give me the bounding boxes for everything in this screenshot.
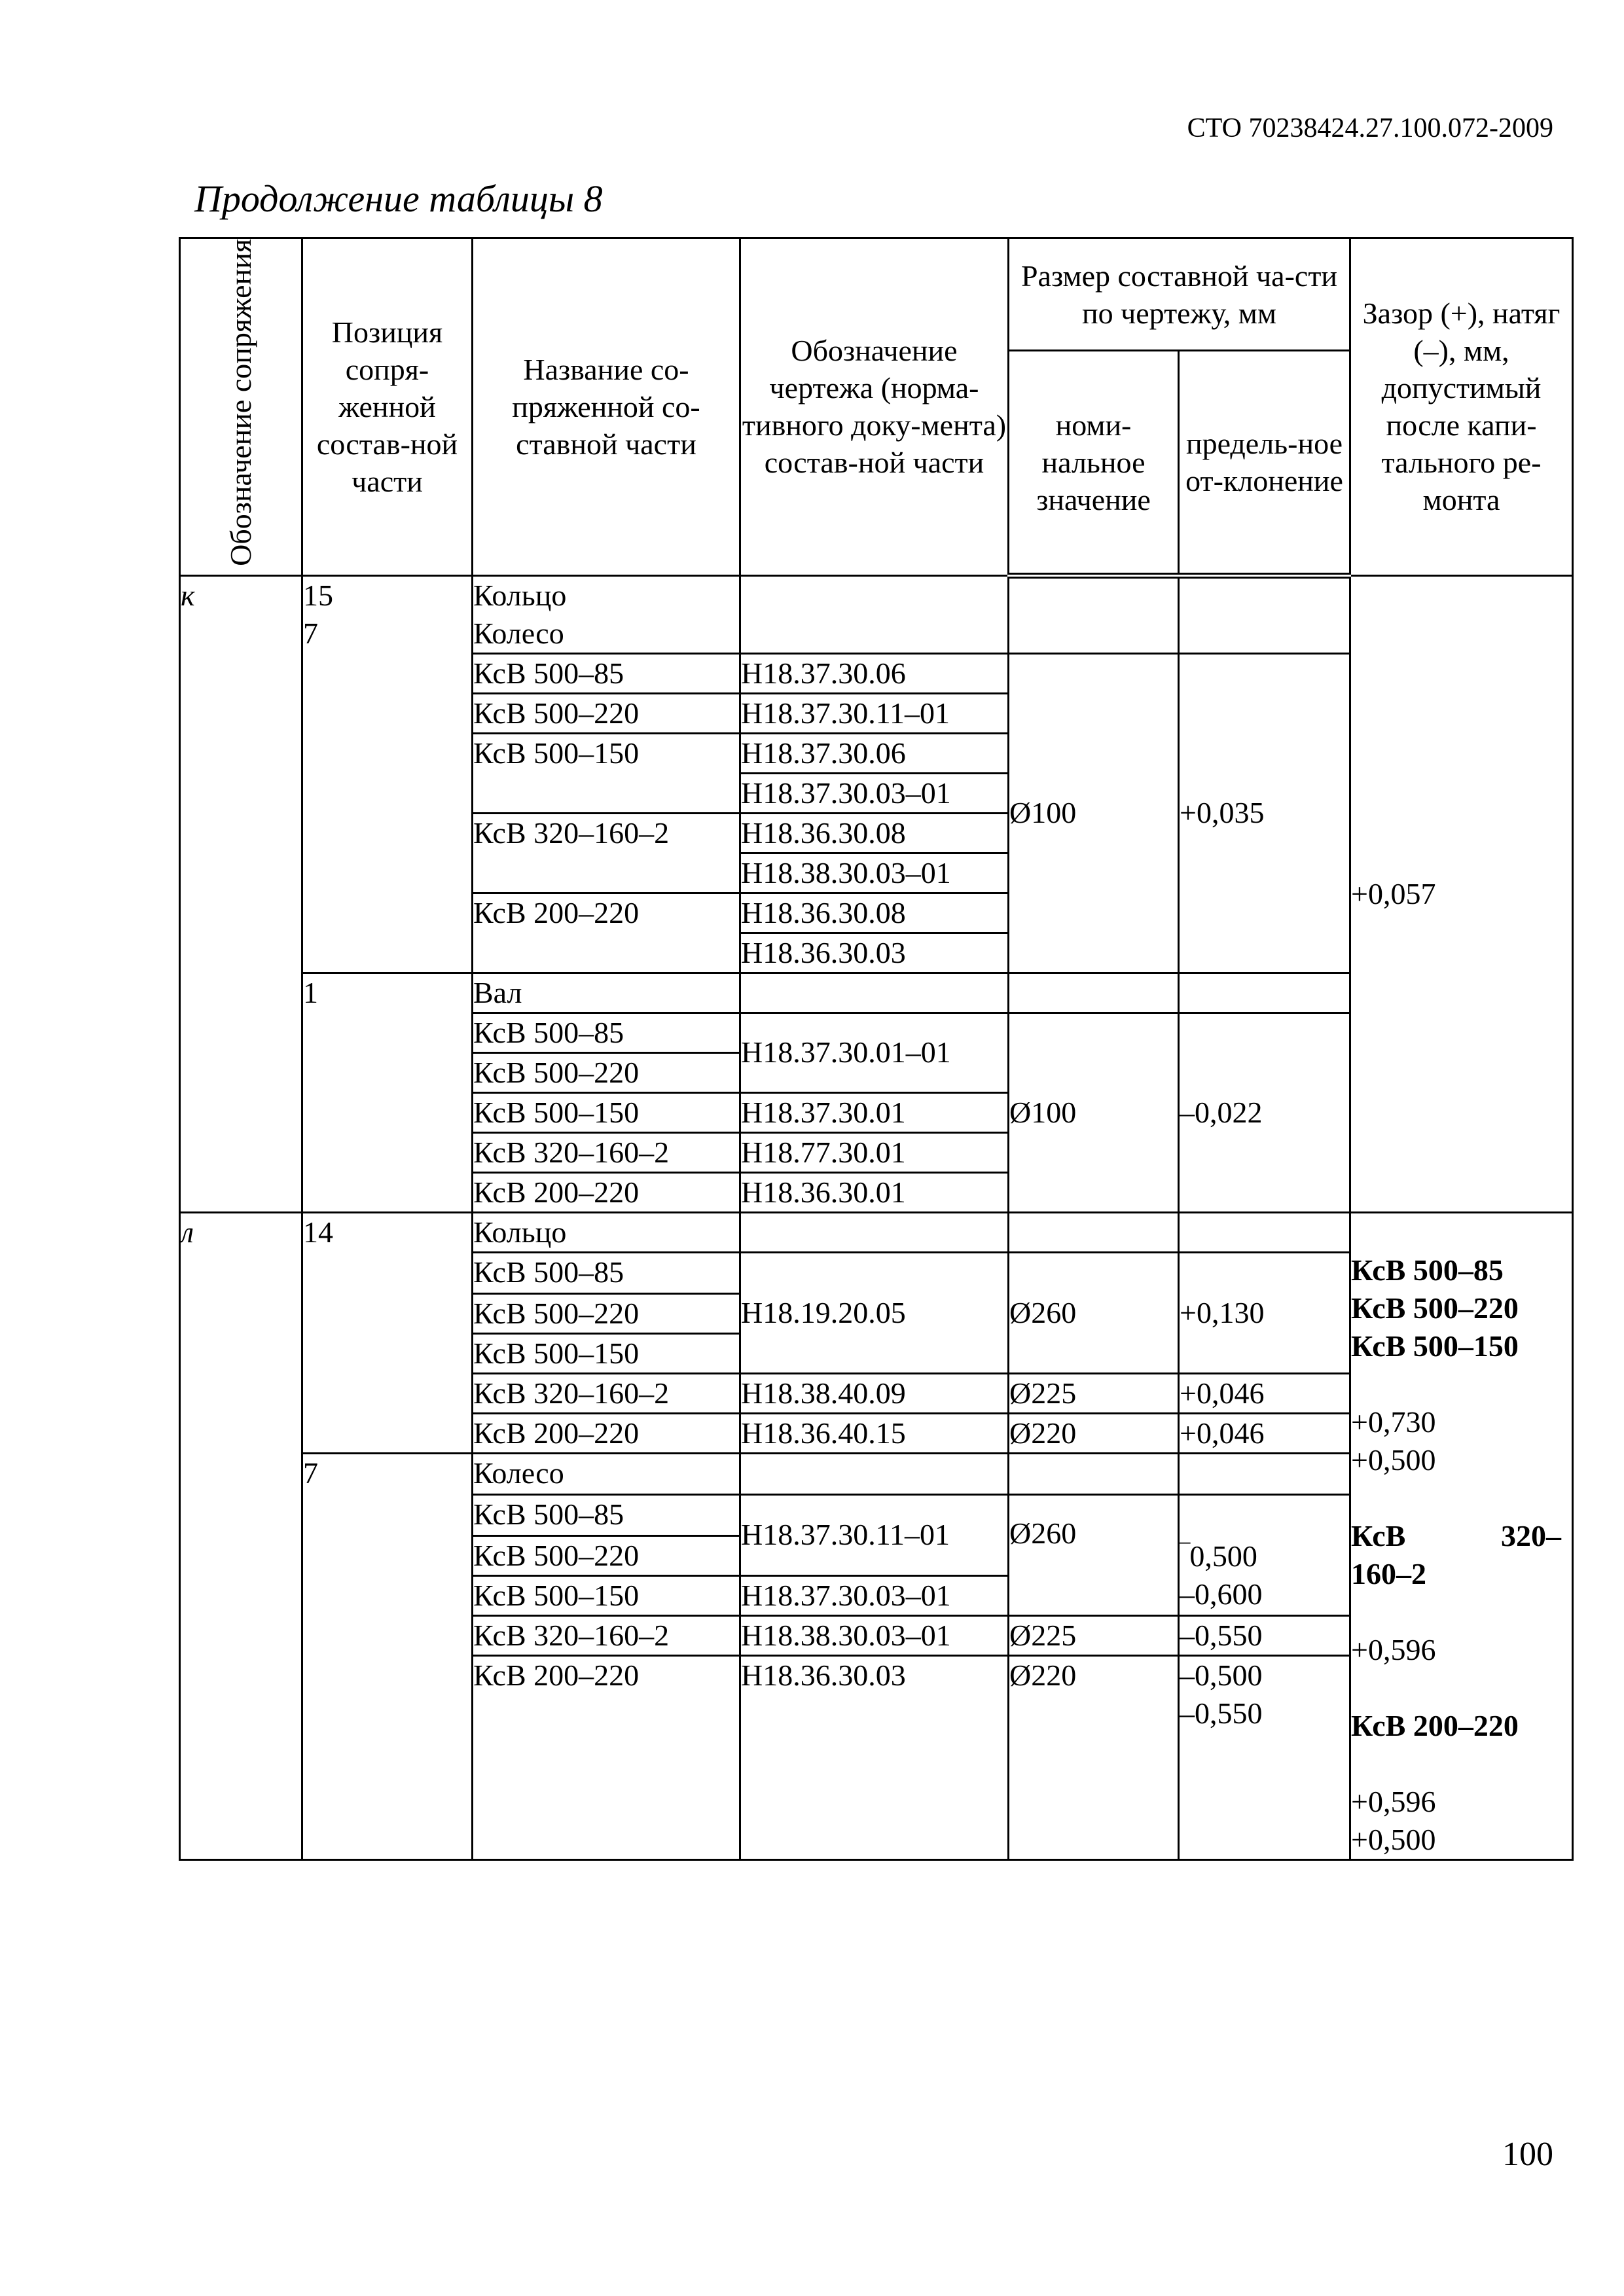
position-cell: 15 7 bbox=[302, 575, 473, 973]
drawing-cell: Н18.36.30.03 bbox=[740, 933, 1009, 973]
part-name-cell: КсВ 200–220 bbox=[473, 893, 740, 973]
nominal-cell: Ø225 bbox=[1009, 1373, 1179, 1413]
nominal-cell: Ø100 bbox=[1009, 653, 1179, 973]
part-name-cell: Вал bbox=[473, 973, 740, 1013]
part-name-cell: КсВ 500–150 bbox=[473, 733, 740, 813]
position-cell: 7 bbox=[302, 1453, 473, 1859]
table-row bbox=[180, 575, 1573, 653]
part-name-cell: КсВ 200–220 bbox=[473, 1172, 740, 1212]
part-name-cell: КсВ 320–160–2 bbox=[473, 1132, 740, 1172]
part-name-cell: КсВ 500–220 bbox=[473, 1052, 740, 1092]
deviation-cell: –0,600 bbox=[1179, 1575, 1350, 1615]
header-deviation: предель-ное от-клонение bbox=[1179, 351, 1350, 575]
table-caption: Продолжение таблицы 8 bbox=[194, 177, 603, 220]
mating-symbol: л bbox=[180, 1212, 302, 1859]
header-clearance: Зазор (+), натяг (–), мм, допустимый после капи-тального ре-монта bbox=[1350, 238, 1573, 576]
header-nominal: номи-нальное значение bbox=[1009, 351, 1179, 575]
part-name-cell: КсВ 320–160–2 bbox=[473, 813, 740, 893]
mating-parts-table bbox=[179, 237, 1574, 1861]
page-number: 100 bbox=[1502, 2136, 1553, 2173]
drawing-cell: Н18.37.30.11–01 bbox=[740, 1494, 1009, 1575]
drawing-cell: Н18.37.30.01–01 bbox=[740, 1013, 1009, 1092]
drawing-cell: Н18.36.30.03 bbox=[740, 1655, 1009, 1859]
part-name-cell: КсВ 500–150 bbox=[473, 1092, 740, 1132]
position-cell: 1 bbox=[302, 973, 473, 1212]
deviation-cell: ‾0,500 bbox=[1179, 1494, 1350, 1575]
nominal-cell: Ø225 bbox=[1009, 1615, 1179, 1655]
part-name-cell: КсВ 200–220 bbox=[473, 1413, 740, 1453]
part-name-cell: КсВ 500–150 bbox=[473, 1333, 740, 1373]
part-name-cell: Колесо bbox=[473, 1453, 740, 1494]
deviation-cell: +0,046 bbox=[1179, 1373, 1350, 1413]
drawing-cell: Н18.36.30.01 bbox=[740, 1172, 1009, 1212]
part-name-cell: КсВ 500–220 bbox=[473, 1293, 740, 1333]
part-name-cell: КсВ 500–220 bbox=[473, 1535, 740, 1575]
nominal-cell: Ø260 bbox=[1009, 1252, 1179, 1373]
part-name-cell: КсВ 320–160–2 bbox=[473, 1615, 740, 1655]
header-mating-symbol: Обозначение сопряжения bbox=[180, 238, 302, 576]
header-position: Позиция сопря-женной состав-ной части bbox=[302, 238, 473, 576]
part-name-cell: КсВ 500–85 bbox=[473, 653, 740, 693]
part-name-cell: Кольцо Колесо bbox=[473, 575, 740, 653]
nominal-cell: Ø220 bbox=[1009, 1655, 1179, 1859]
deviation-cell: –0,500 –0,550 bbox=[1179, 1655, 1350, 1859]
deviation-cell: –0,550 bbox=[1179, 1615, 1350, 1655]
deviation-cell: –0,022 bbox=[1179, 1013, 1350, 1212]
part-name-cell: КсВ 500–85 bbox=[473, 1013, 740, 1052]
mating-symbol: к bbox=[180, 575, 302, 1212]
drawing-cell: Н18.37.30.11–01 bbox=[740, 693, 1009, 733]
part-name-cell: КсВ 320–160–2 bbox=[473, 1373, 740, 1413]
clearance-cell: КсВ 500–85 КсВ 500–220 КсВ 500–150 +0,730 +0,500 КсВ 320– 160–2 +0,596 КсВ 200–220 +0,596 +0,500 bbox=[1350, 1212, 1573, 1859]
drawing-cell: Н18.37.30.06 bbox=[740, 653, 1009, 693]
part-name-cell: КсВ 500–150 bbox=[473, 1575, 740, 1615]
document-code: СТО 70238424.27.100.072-2009 bbox=[1187, 113, 1553, 143]
part-name-cell: КсВ 200–220 bbox=[473, 1655, 740, 1859]
drawing-cell: Н18.36.30.08 bbox=[740, 813, 1009, 853]
table-row bbox=[180, 1212, 1573, 1252]
drawing-cell: Н18.37.30.03–01 bbox=[740, 1575, 1009, 1615]
drawing-cell: Н18.37.30.01 bbox=[740, 1092, 1009, 1132]
part-name-cell: КсВ 500–85 bbox=[473, 1252, 740, 1293]
deviation-cell: +0,035 bbox=[1179, 653, 1350, 973]
part-name-cell: КсВ 500–220 bbox=[473, 693, 740, 733]
nominal-cell: Ø220 bbox=[1009, 1413, 1179, 1453]
drawing-cell: Н18.38.30.03–01 bbox=[740, 1615, 1009, 1655]
position-cell: 14 bbox=[302, 1212, 473, 1453]
deviation-cell: +0,130 bbox=[1179, 1252, 1350, 1373]
drawing-cell: Н18.77.30.01 bbox=[740, 1132, 1009, 1172]
drawing-cell: Н18.36.30.08 bbox=[740, 893, 1009, 933]
drawing-cell: Н18.19.20.05 bbox=[740, 1252, 1009, 1373]
part-name-cell: КсВ 500–85 bbox=[473, 1494, 740, 1535]
header-size-group: Размер составной ча-сти по чертежу, мм bbox=[1009, 238, 1350, 351]
nominal-cell: Ø260 bbox=[1009, 1494, 1179, 1615]
drawing-cell: Н18.37.30.03–01 bbox=[740, 773, 1009, 813]
drawing-cell: Н18.38.40.09 bbox=[740, 1373, 1009, 1413]
nominal-cell: Ø100 bbox=[1009, 1013, 1179, 1212]
deviation-cell: +0,046 bbox=[1179, 1413, 1350, 1453]
clearance-cell: +0,057 bbox=[1350, 575, 1573, 1212]
header-drawing-designation: Обозначение чертежа (норма-тивного доку-мента) состав-ной части bbox=[740, 238, 1009, 576]
drawing-cell: Н18.37.30.06 bbox=[740, 733, 1009, 773]
drawing-cell: Н18.38.30.03–01 bbox=[740, 853, 1009, 893]
drawing-cell: Н18.36.40.15 bbox=[740, 1413, 1009, 1453]
part-name-cell: Кольцо bbox=[473, 1212, 740, 1252]
header-part-name: Название со-пряженной со-ставной части bbox=[473, 238, 740, 576]
